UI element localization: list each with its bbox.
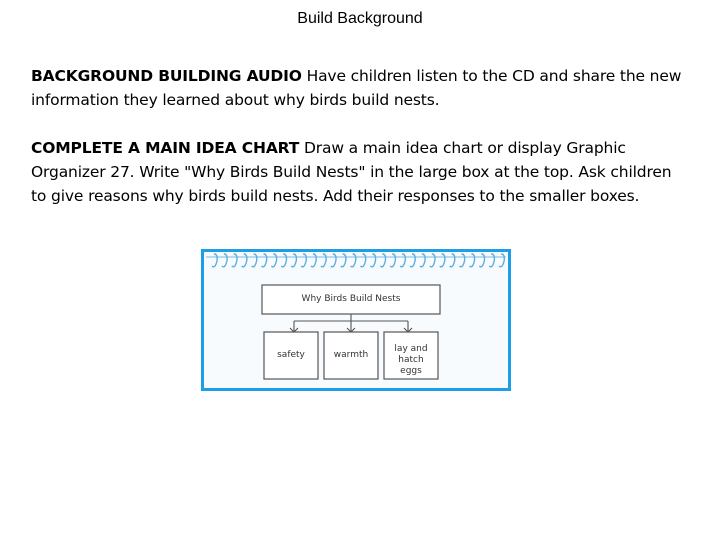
paragraph-main-idea-chart [31, 136, 691, 208]
spiral-ring [380, 254, 385, 267]
spiral-ring [370, 254, 375, 267]
paragraph-text: Have children listen to the CD and share the new information they learned about why birds build nests. [31, 67, 682, 109]
spiral-ring [301, 254, 306, 267]
spiral-binding-icon [212, 254, 504, 267]
spiral-ring [351, 254, 356, 267]
spiral-ring [232, 254, 237, 267]
spiral-ring [420, 254, 425, 267]
spiral-ring [430, 254, 435, 267]
spiral-ring [311, 254, 316, 267]
spiral-ring [331, 254, 336, 267]
spiral-ring [321, 254, 326, 267]
spiral-ring [469, 254, 474, 267]
spiral-ring [450, 254, 455, 267]
detail-label-warmth: warmth [333, 350, 369, 360]
spiral-ring [479, 254, 484, 267]
paragraph-background-audio [31, 64, 691, 112]
page-title: Build Background [297, 10, 423, 27]
spiral-ring [262, 254, 267, 267]
spiral-ring [281, 254, 286, 267]
spiral-ring [400, 254, 405, 267]
spiral-ring [341, 254, 346, 267]
spiral-ring [242, 254, 247, 267]
spiral-ring [440, 254, 445, 267]
spiral-ring [212, 254, 217, 267]
spiral-ring [410, 254, 415, 267]
connector-lines [294, 314, 408, 332]
graphic-organizer [201, 249, 511, 391]
spiral-ring [271, 254, 276, 267]
detail-label-eggs: lay and hatch eggs [394, 344, 428, 376]
paragraph-heading: COMPLETE A MAIN IDEA CHART [31, 139, 300, 157]
spiral-ring [460, 254, 465, 267]
organizer-drawing [204, 252, 508, 388]
paragraph-heading: BACKGROUND BUILDING AUDIO [31, 67, 302, 85]
spiral-ring [361, 254, 366, 267]
spiral-ring [390, 254, 395, 267]
paragraph-text: Draw a main idea chart or display Graphic Organizer 27. Write "Why Birds Build Nests" in the large box at the top. Ask children to give reasons why birds build nests. Add their responses to the smaller boxes. [31, 139, 672, 205]
spiral-ring [499, 254, 504, 267]
detail-label-safety: safety [277, 350, 305, 360]
spiral-ring [291, 254, 296, 267]
spiral-ring [489, 254, 494, 267]
spiral-ring [252, 254, 257, 267]
spiral-ring [222, 254, 227, 267]
main-idea-label: Why Birds Build Nests [301, 294, 401, 304]
